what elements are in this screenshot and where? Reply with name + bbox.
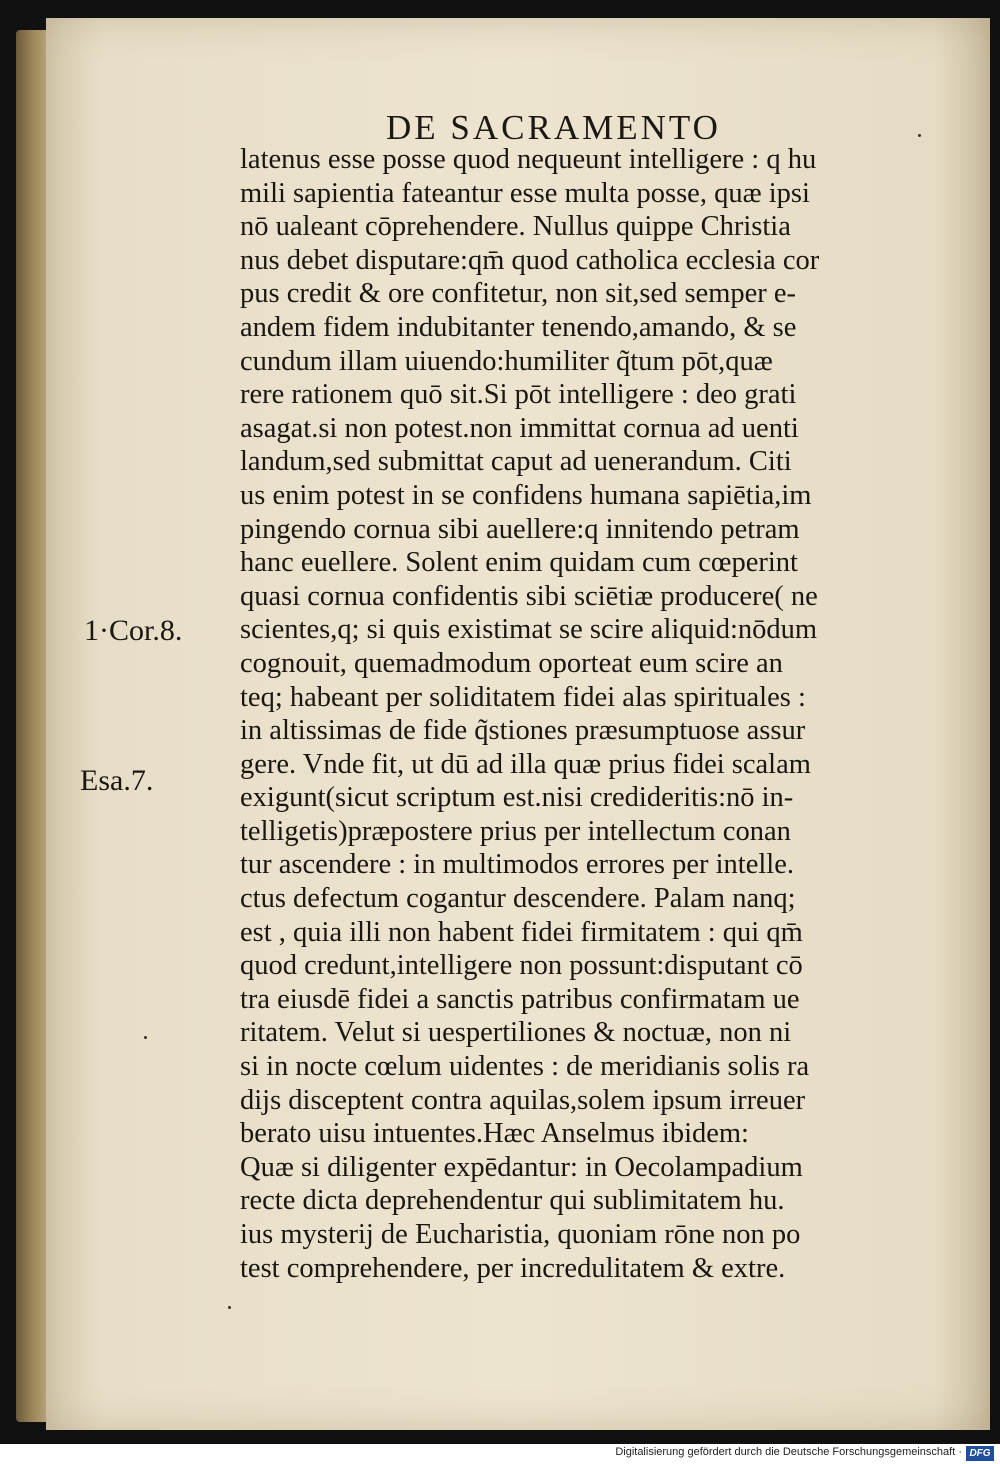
text-line: test comprehendere, per incredulitatem & extre.: [240, 1252, 786, 1284]
text-line: dijs disceptent contra aquilas,solem ipsum irreuer: [240, 1084, 806, 1116]
text-line: ius mysterij de Eucharistia, quoniam rōne non po: [240, 1219, 801, 1250]
text-line: cognouit, quemadmodum oporteat eum scire an: [240, 647, 783, 679]
text-line: latenus esse posse quod nequeunt intelligere : q hu: [240, 144, 817, 175]
text-line: landum,sed submittat caput ad uenerandum. Citi: [240, 446, 792, 478]
ink-speck: [228, 1306, 231, 1309]
text-line: scientes,q; si quis existimat se scire aliquid:nōdum: [240, 614, 818, 646]
funding-credit: Digitalisierung gefördert durch die Deutsche Forschungsgemeinschaft ·: [615, 1446, 962, 1458]
body-text: [240, 143, 930, 1285]
text-line: hanc euellere. Solent enim quidam cum cœperint: [240, 547, 798, 579]
dfg-logo: DFG: [966, 1446, 994, 1461]
text-line: exigunt(sicut scriptum est.nisi credideritis:nō in-: [240, 782, 794, 814]
text-line: si in nocte cœlum uidentes : de meridianis solis ra: [240, 1051, 810, 1083]
marginal-reference-corinthians: 1·Cor.8.: [84, 614, 183, 647]
text-line: nō ualeant cōprehendere. Nullus quippe Christia: [240, 211, 791, 243]
text-line: teq; habeant per soliditatem fidei alas spirituales :: [240, 681, 806, 713]
text-line: est , quia illi non habent fidei firmitatem : qui qm̄: [240, 916, 803, 948]
text-line: rere rationem quō sit.Si pōt intelligere : deo grati: [240, 379, 797, 411]
ink-speck: [144, 1036, 147, 1039]
text-line: quasi cornua confidentis sibi sciētiæ producere( ne: [240, 580, 818, 612]
text-line: cundum illam uiuendo:humiliter q̃tum pōt,quæ: [240, 345, 773, 377]
text-line: gere. Vnde fit, ut dū ad illa quæ prius fidei scalam: [240, 748, 811, 780]
text-line: asagat.si non potest.non immittat cornua ad uenti: [240, 412, 799, 444]
marginal-reference-esaias: Esa.7.: [80, 764, 154, 797]
ink-speck: [918, 134, 921, 137]
text-line: pingendo cornua sibi auellere:q innitendo petram: [240, 513, 800, 545]
text-line: Quæ si diligenter expēdantur: in Oecolampadium: [240, 1151, 803, 1183]
text-line: pus credit & ore confitetur, non sit,sed semper e-: [240, 278, 797, 310]
text-line: recte dicta deprehendentur qui sublimitatem hu.: [240, 1185, 785, 1217]
text-line: in altissimas de fide q̃stiones præsumptuose assur: [240, 715, 806, 747]
footer-bar: [0, 1444, 1000, 1464]
text-line: mili sapientia fateantur esse multa posse, quæ ipsi: [240, 177, 810, 209]
running-head: DE SACRAMENTO: [386, 108, 721, 147]
text-line: us enim potest in se confidens humana sapiētia,im: [240, 479, 812, 511]
text-line: ritatem. Velut si uespertiliones & noctuæ, non ni: [240, 1017, 792, 1049]
text-line: ctus defectum cogantur descendere. Palam nanq;: [240, 883, 796, 915]
text-line: tur ascendere : in multimodos errores per intelle.: [240, 849, 794, 881]
text-line: berato uisu intuentes.Hæc Anselmus ibidem:: [240, 1118, 749, 1150]
text-line: quod credunt,intelligere non possunt:disputant cō: [240, 950, 803, 982]
text-line: andem fidem indubitanter tenendo,amando, & se: [240, 311, 797, 343]
text-line: telligetis)præpostere prius per intellectum conan: [240, 815, 791, 847]
text-line: tra eiusdē fidei a sanctis patribus confirmatam ue: [240, 983, 800, 1015]
text-line: nus debet disputare:qm̄ quod catholica ecclesia cor: [240, 244, 820, 276]
